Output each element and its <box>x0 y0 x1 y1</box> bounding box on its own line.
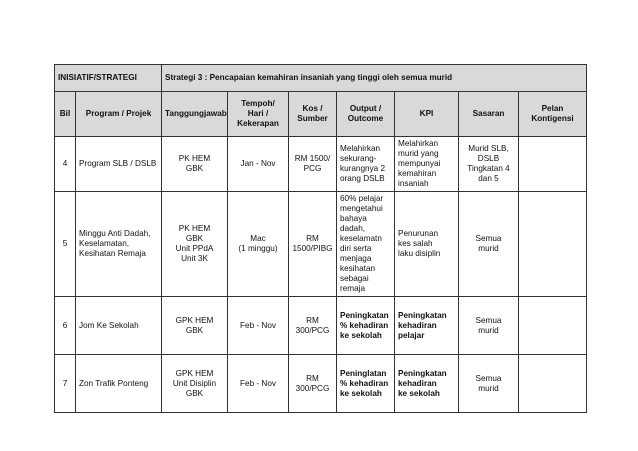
cell-line: PK HEM <box>178 224 211 233</box>
cell-line: kehadiran <box>398 378 437 388</box>
cell-pelan <box>519 355 587 413</box>
cell-kpi <box>395 355 459 413</box>
title-row <box>55 65 587 92</box>
header-pelan <box>519 92 587 137</box>
cell-program <box>76 297 162 355</box>
table-row <box>55 192 587 297</box>
cell-line: laku disiplin <box>398 249 441 258</box>
cell-line: murid <box>478 244 499 253</box>
cell-line: Hari / <box>247 109 269 118</box>
header-kos <box>289 92 337 137</box>
cell-line: Minggu Anti Dadah, <box>79 229 151 238</box>
cell-tempoh <box>228 297 289 355</box>
cell-line: Peningkatan <box>398 310 447 320</box>
cell-line: sebagai <box>340 274 369 283</box>
cell-sasaran <box>459 137 519 192</box>
strategy-text: Strategi 3 : Pencapaian kemahiran insaniah yang tinggi oleh semua murid <box>162 65 587 92</box>
cell-program <box>76 355 162 413</box>
cell-line: Program SLB / DSLB <box>79 159 157 168</box>
cell-tempoh <box>228 137 289 192</box>
cell-line: pelajar <box>398 330 425 340</box>
cell-line: kesihatan <box>340 264 376 273</box>
header-bil: Bil <box>55 92 76 137</box>
cell-line: GBK <box>185 325 204 335</box>
cell-line: PCG <box>303 164 322 173</box>
cell-line: Outcome <box>347 114 384 123</box>
header-program: Program / Projek <box>76 92 162 137</box>
cell-output <box>337 137 395 192</box>
cell-kpi <box>395 297 459 355</box>
cell-program <box>76 192 162 297</box>
cell-line: orang DSLB <box>340 174 385 183</box>
cell-line: murid yang <box>398 149 439 158</box>
cell-line: dan 5 <box>478 174 499 183</box>
cell-kos <box>289 355 337 413</box>
cell-line: mengetahui <box>340 204 383 213</box>
cell-line: Unit PPdA <box>175 244 214 253</box>
cell-kos <box>289 297 337 355</box>
cell-line: Tempoh/ <box>241 99 275 108</box>
cell-line: Semua <box>475 373 502 383</box>
cell-tanggungjawab <box>162 355 228 413</box>
cell-line: diri serta <box>340 244 372 253</box>
initiative-label: INISIATIF/STRATEGI <box>55 65 162 92</box>
cell-line: Mac <box>250 234 266 243</box>
cell-line: GBK <box>185 164 204 173</box>
cell-line: (1 minggu) <box>238 244 278 253</box>
cell-line: Kos / <box>302 104 323 113</box>
cell-line: ke sekolah <box>340 388 382 398</box>
cell-line: ke sekolah <box>398 388 440 398</box>
cell-program <box>76 137 162 192</box>
cell-bil: 6 <box>55 297 76 355</box>
cell-line: Tingkatan 4 <box>467 164 510 173</box>
cell-line: Keselamatan, <box>79 239 130 248</box>
header-tempoh <box>228 92 289 137</box>
cell-line: Feb - Nov <box>240 378 276 388</box>
cell-tanggungjawab <box>162 297 228 355</box>
cell-line: Melahirkan <box>398 139 439 148</box>
cell-line: Kekerapan <box>237 119 279 128</box>
cell-line: PK HEM <box>178 154 211 163</box>
cell-tempoh <box>228 355 289 413</box>
cell-line: Jom Ke Sekolah <box>79 320 139 330</box>
cell-line: kemahiran <box>398 169 437 178</box>
cell-bil: 5 <box>55 192 76 297</box>
header-sasaran: Sasaran <box>459 92 519 137</box>
cell-line: Peninglatan <box>340 368 387 378</box>
cell-bil: 7 <box>55 355 76 413</box>
cell-line: bahaya <box>340 214 367 223</box>
cell-line: remaja <box>340 284 366 293</box>
cell-line: kes salah <box>398 239 433 248</box>
cell-line: Sumber <box>297 114 328 123</box>
cell-line: Unit Disiplin <box>172 378 217 388</box>
cell-line: Zon Trafik Ponteng <box>79 378 149 388</box>
cell-kpi <box>395 137 459 192</box>
cell-line: Pelan <box>541 104 564 113</box>
cell-line: GBK <box>185 234 204 243</box>
cell-line: Peningkatan <box>340 310 389 320</box>
cell-line: 1500/PIBG <box>292 244 333 253</box>
cell-line: Jan - Nov <box>240 159 276 168</box>
cell-line: GPK HEM <box>175 315 214 325</box>
header-tanggungjawab: Tanggungjawab <box>162 92 228 137</box>
cell-kos <box>289 137 337 192</box>
cell-line: GPK HEM <box>175 368 214 378</box>
cell-tanggungjawab <box>162 192 228 297</box>
cell-pelan <box>519 137 587 192</box>
cell-line: keselamatn <box>340 234 382 243</box>
cell-line: mempunyai <box>398 159 441 168</box>
cell-line: GBK <box>185 388 204 398</box>
cell-tempoh <box>228 192 289 297</box>
cell-kos <box>289 192 337 297</box>
cell-line: RM <box>306 373 319 383</box>
cell-line: 300/PCG <box>295 383 330 393</box>
cell-line: kehadiran <box>398 320 437 330</box>
cell-sasaran <box>459 192 519 297</box>
cell-tanggungjawab <box>162 137 228 192</box>
cell-output <box>337 192 395 297</box>
cell-line: dadah, <box>340 224 366 233</box>
cell-line: RM 1500/ <box>294 154 331 163</box>
cell-line: Kesihatan Remaja <box>79 249 146 258</box>
cell-line: Unit 3K <box>181 254 208 263</box>
cell-pelan <box>519 192 587 297</box>
cell-sasaran <box>459 297 519 355</box>
cell-pelan <box>519 297 587 355</box>
cell-line: Feb - Nov <box>240 320 276 330</box>
cell-kpi <box>395 192 459 297</box>
cell-line: Peningkatan <box>398 368 447 378</box>
cell-output <box>337 355 395 413</box>
cell-line: 60% pelajar <box>340 194 384 203</box>
cell-line: menjaga <box>340 254 372 263</box>
cell-line: Kontigensi <box>531 114 574 123</box>
header-row <box>55 92 587 137</box>
cell-line: ke sekolah <box>340 330 382 340</box>
cell-line: DSLB <box>477 154 500 163</box>
cell-line: RM <box>306 315 319 325</box>
cell-line: RM <box>306 234 319 243</box>
cell-line: Penurunan <box>398 229 439 238</box>
cell-line: 300/PCG <box>295 325 330 335</box>
cell-line: murid <box>478 325 499 335</box>
cell-output <box>337 297 395 355</box>
cell-line: % kehadiran <box>340 320 389 330</box>
table-row <box>55 297 587 355</box>
header-output <box>337 92 395 137</box>
cell-line: Semua <box>475 234 502 243</box>
cell-line: kurangnya 2 <box>340 164 386 173</box>
cell-line: Output / <box>349 104 382 113</box>
cell-line: murid <box>478 383 499 393</box>
cell-line: Semua <box>475 315 502 325</box>
cell-bil: 4 <box>55 137 76 192</box>
cell-line: Murid SLB, <box>468 144 509 153</box>
table-row <box>55 355 587 413</box>
cell-line: Melahirkan <box>340 144 381 153</box>
cell-line: % kehadiran <box>340 378 389 388</box>
cell-sasaran <box>459 355 519 413</box>
cell-line: sekurang- <box>340 154 377 163</box>
table-row <box>55 137 587 192</box>
strategy-table <box>54 64 587 413</box>
cell-line: insaniah <box>398 179 429 188</box>
header-kpi: KPI <box>395 92 459 137</box>
